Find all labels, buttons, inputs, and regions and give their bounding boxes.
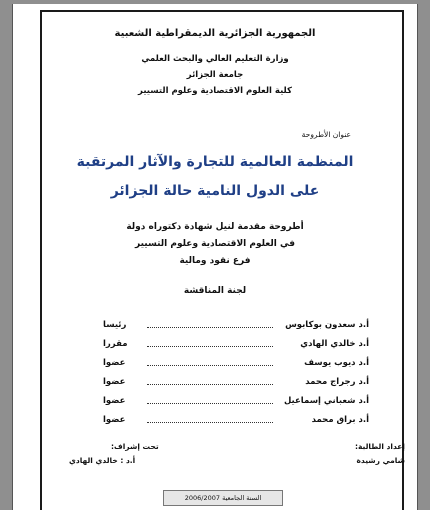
- supervision-label: تحت إشراف:: [111, 442, 159, 451]
- title-label: عنوان الأطروحة: [301, 130, 351, 139]
- supervisor-name: أ.د : خالدي الهادي: [69, 456, 136, 465]
- dotted-leader: [147, 403, 273, 404]
- member-name: أ.د خالدي الهادي: [300, 339, 369, 349]
- dotted-leader: [147, 422, 273, 423]
- ministry-name: وزارة التعليم العالي والبحث العلمي: [141, 54, 289, 64]
- member-role: مقررا: [103, 339, 128, 349]
- student-name: شامي رشيدة: [356, 456, 405, 465]
- thesis-title-line1: المنظمة العالمية للتجارة والآثار المرتقبة: [76, 154, 354, 170]
- dotted-leader: [147, 327, 273, 328]
- member-role: عضوا: [103, 358, 126, 368]
- committee-member-row: [103, 396, 369, 410]
- thesis-purpose-line1: أطروحة مقدمة لنيل شهادة دكتوراه دولة: [126, 222, 304, 232]
- member-name: أ.د ديوب يوسف: [304, 358, 369, 368]
- committee-member-row: [103, 415, 369, 429]
- committee-member-row: [103, 339, 369, 353]
- dotted-leader: [147, 384, 273, 385]
- thesis-title-line2: على الدول النامية حالة الجزائر: [110, 183, 320, 199]
- member-role: عضوا: [103, 377, 126, 387]
- faculty-name: كلية العلوم الاقتصادية وعلوم التسيير: [138, 86, 292, 96]
- academic-year-box: السنة الجامعية 2006/2007: [163, 490, 283, 506]
- thesis-branch: فرع نقود ومالية: [179, 256, 251, 266]
- member-name: أ.د شعباني إسماعيل: [283, 396, 369, 406]
- dotted-leader: [147, 365, 273, 366]
- republic-name: الجمهورية الجزائرية الديمقراطية الشعبية: [114, 28, 316, 39]
- committee-heading: لجنة المناقشة: [183, 286, 247, 296]
- member-name: أ.د رجراج محمد: [305, 377, 369, 387]
- committee-member-row: [103, 320, 369, 334]
- university-name: جامعة الجزائر: [186, 70, 244, 80]
- prepared-by-label: إعداد الطالبة:: [355, 442, 405, 451]
- member-name: أ.د سعدون بوكابوس: [285, 320, 369, 330]
- committee-member-row: [103, 377, 369, 391]
- member-role: عضوا: [103, 396, 126, 406]
- committee-member-row: [103, 358, 369, 372]
- dotted-leader: [147, 346, 273, 347]
- member-name: أ.د براق محمد: [311, 415, 369, 425]
- member-role: رئيسا: [103, 320, 127, 330]
- thesis-purpose-line2: في العلوم الاقتصادية وعلوم التسيير: [135, 239, 295, 249]
- document-page: [12, 4, 418, 510]
- member-role: عضوا: [103, 415, 126, 425]
